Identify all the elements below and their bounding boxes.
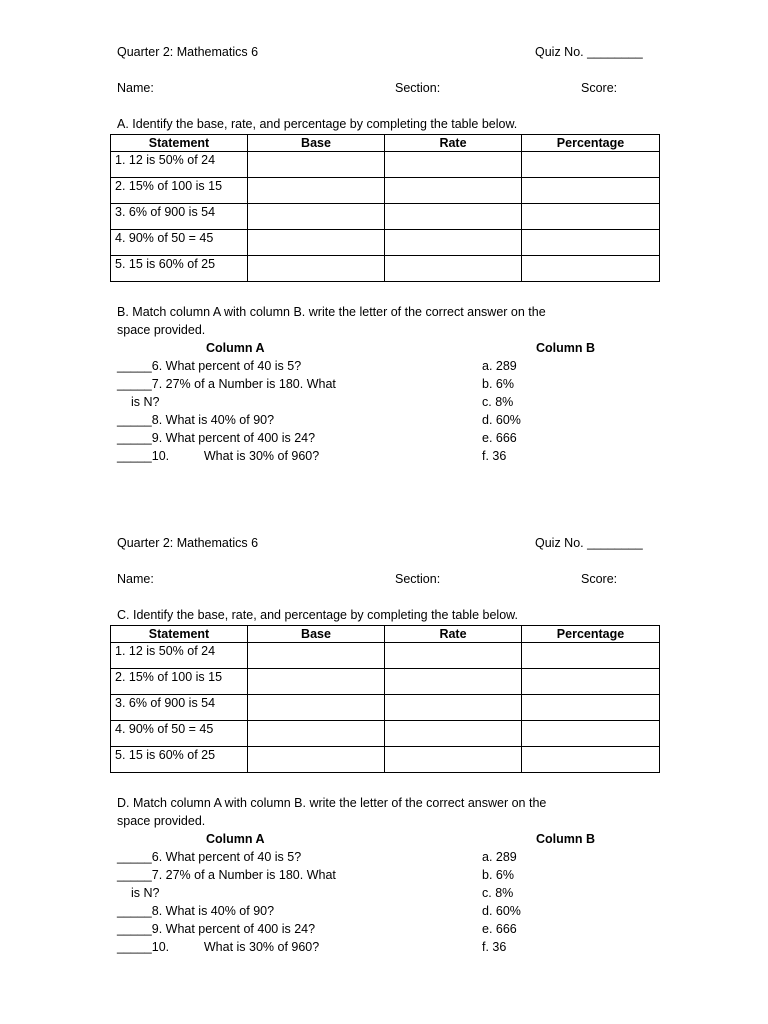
- statement-cell: 1. 12 is 50% of 24: [111, 643, 248, 669]
- matching-option: d. 60%: [482, 413, 521, 427]
- quiz-block: [0, 0, 768, 491]
- section-label: Section:: [395, 572, 441, 586]
- header-base: Base: [248, 626, 385, 643]
- header-rate: Rate: [385, 626, 522, 643]
- matching-question: _____10. What is 30% of 960?: [117, 940, 320, 954]
- table-instruction: C. Identify the base, rate, and percentage by completing the table below.: [117, 608, 518, 622]
- matching-question: _____10. What is 30% of 960?: [117, 449, 320, 463]
- table-row: [111, 695, 660, 721]
- matching-option: e. 666: [482, 922, 517, 936]
- percentage-answer-cell[interactable]: [522, 695, 660, 721]
- table-row: [111, 230, 660, 256]
- base-answer-cell[interactable]: [248, 230, 385, 256]
- matching-question: _____8. What is 40% of 90?: [117, 413, 275, 427]
- base-answer-cell[interactable]: [248, 747, 385, 773]
- header-statement: Statement: [111, 135, 248, 152]
- name-label: Name:: [117, 572, 154, 586]
- matching-option: a. 289: [482, 850, 517, 864]
- table-instruction: A. Identify the base, rate, and percentage by completing the table below.: [117, 117, 518, 131]
- table-row: [111, 204, 660, 230]
- base-answer-cell[interactable]: [248, 643, 385, 669]
- quiz-number: Quiz No. ________: [535, 45, 643, 59]
- matching-instruction: B. Match column A with column B. write the letter of the correct answer on the: [117, 305, 546, 319]
- table-row: [111, 747, 660, 773]
- quiz-title: Quarter 2: Mathematics 6: [117, 536, 259, 550]
- rate-answer-cell[interactable]: [385, 256, 522, 282]
- percentage-answer-cell[interactable]: [522, 256, 660, 282]
- name-label: Name:: [117, 81, 154, 95]
- statement-cell: 4. 90% of 50 = 45: [111, 721, 248, 747]
- matching-instruction-cont: space provided.: [117, 814, 206, 828]
- column-b-label: Column B: [536, 341, 596, 355]
- matching-option: e. 666: [482, 431, 517, 445]
- answer-table: [110, 134, 660, 282]
- percentage-answer-cell[interactable]: [522, 669, 660, 695]
- matching-question: _____7. 27% of a Number is 180. What: [117, 377, 336, 391]
- rate-answer-cell[interactable]: [385, 152, 522, 178]
- matching-question: _____7. 27% of a Number is 180. What: [117, 868, 336, 882]
- statement-cell: 4. 90% of 50 = 45: [111, 230, 248, 256]
- question-continuation: is N?: [131, 395, 160, 409]
- table-row: [111, 178, 660, 204]
- base-answer-cell[interactable]: [248, 204, 385, 230]
- header-base: Base: [248, 135, 385, 152]
- header-statement: Statement: [111, 626, 248, 643]
- column-a-label: Column A: [206, 832, 265, 846]
- quiz-title: Quarter 2: Mathematics 6: [117, 45, 259, 59]
- answer-table: [110, 625, 660, 773]
- percentage-answer-cell[interactable]: [522, 152, 660, 178]
- matching-question: _____6. What percent of 40 is 5?: [117, 359, 302, 373]
- score-label: Score:: [581, 81, 618, 95]
- table-row: [111, 643, 660, 669]
- header-percentage: Percentage: [522, 626, 660, 643]
- rate-answer-cell[interactable]: [385, 643, 522, 669]
- rate-answer-cell[interactable]: [385, 695, 522, 721]
- question-continuation: is N?: [131, 886, 160, 900]
- rate-answer-cell[interactable]: [385, 178, 522, 204]
- statement-cell: 1. 12 is 50% of 24: [111, 152, 248, 178]
- header-percentage: Percentage: [522, 135, 660, 152]
- matching-option: c. 8%: [482, 395, 514, 409]
- percentage-answer-cell[interactable]: [522, 747, 660, 773]
- matching-option: a. 289: [482, 359, 517, 373]
- percentage-answer-cell[interactable]: [522, 204, 660, 230]
- matching-question: _____9. What percent of 400 is 24?: [117, 431, 316, 445]
- matching-question: _____9. What percent of 400 is 24?: [117, 922, 316, 936]
- rate-answer-cell[interactable]: [385, 747, 522, 773]
- matching-option: b. 6%: [482, 377, 514, 391]
- section-label: Section:: [395, 81, 441, 95]
- quiz-block: [0, 491, 768, 982]
- rate-answer-cell[interactable]: [385, 721, 522, 747]
- base-answer-cell[interactable]: [248, 152, 385, 178]
- table-row: [111, 669, 660, 695]
- table-row: [111, 721, 660, 747]
- column-a-label: Column A: [206, 341, 265, 355]
- matching-instruction-cont: space provided.: [117, 323, 206, 337]
- statement-cell: 5. 15 is 60% of 25: [111, 747, 248, 773]
- table-row: [111, 152, 660, 178]
- base-answer-cell[interactable]: [248, 695, 385, 721]
- statement-cell: 2. 15% of 100 is 15: [111, 669, 248, 695]
- statement-cell: 3. 6% of 900 is 54: [111, 695, 248, 721]
- table-row: [111, 256, 660, 282]
- rate-answer-cell[interactable]: [385, 230, 522, 256]
- statement-cell: 3. 6% of 900 is 54: [111, 204, 248, 230]
- header-rate: Rate: [385, 135, 522, 152]
- base-answer-cell[interactable]: [248, 256, 385, 282]
- matching-option: f. 36: [482, 940, 507, 954]
- statement-cell: 2. 15% of 100 is 15: [111, 178, 248, 204]
- column-b-label: Column B: [536, 832, 596, 846]
- percentage-answer-cell[interactable]: [522, 230, 660, 256]
- base-answer-cell[interactable]: [248, 721, 385, 747]
- score-label: Score:: [581, 572, 618, 586]
- matching-question: _____6. What percent of 40 is 5?: [117, 850, 302, 864]
- percentage-answer-cell[interactable]: [522, 643, 660, 669]
- rate-answer-cell[interactable]: [385, 204, 522, 230]
- matching-instruction: D. Match column A with column B. write the letter of the correct answer on the: [117, 796, 547, 810]
- rate-answer-cell[interactable]: [385, 669, 522, 695]
- matching-option: d. 60%: [482, 904, 521, 918]
- percentage-answer-cell[interactable]: [522, 721, 660, 747]
- matching-question: _____8. What is 40% of 90?: [117, 904, 275, 918]
- base-answer-cell[interactable]: [248, 178, 385, 204]
- statement-cell: 5. 15 is 60% of 25: [111, 256, 248, 282]
- matching-option: b. 6%: [482, 868, 514, 882]
- base-answer-cell[interactable]: [248, 669, 385, 695]
- percentage-answer-cell[interactable]: [522, 178, 660, 204]
- matching-option: f. 36: [482, 449, 507, 463]
- matching-option: c. 8%: [482, 886, 514, 900]
- quiz-number: Quiz No. ________: [535, 536, 643, 550]
